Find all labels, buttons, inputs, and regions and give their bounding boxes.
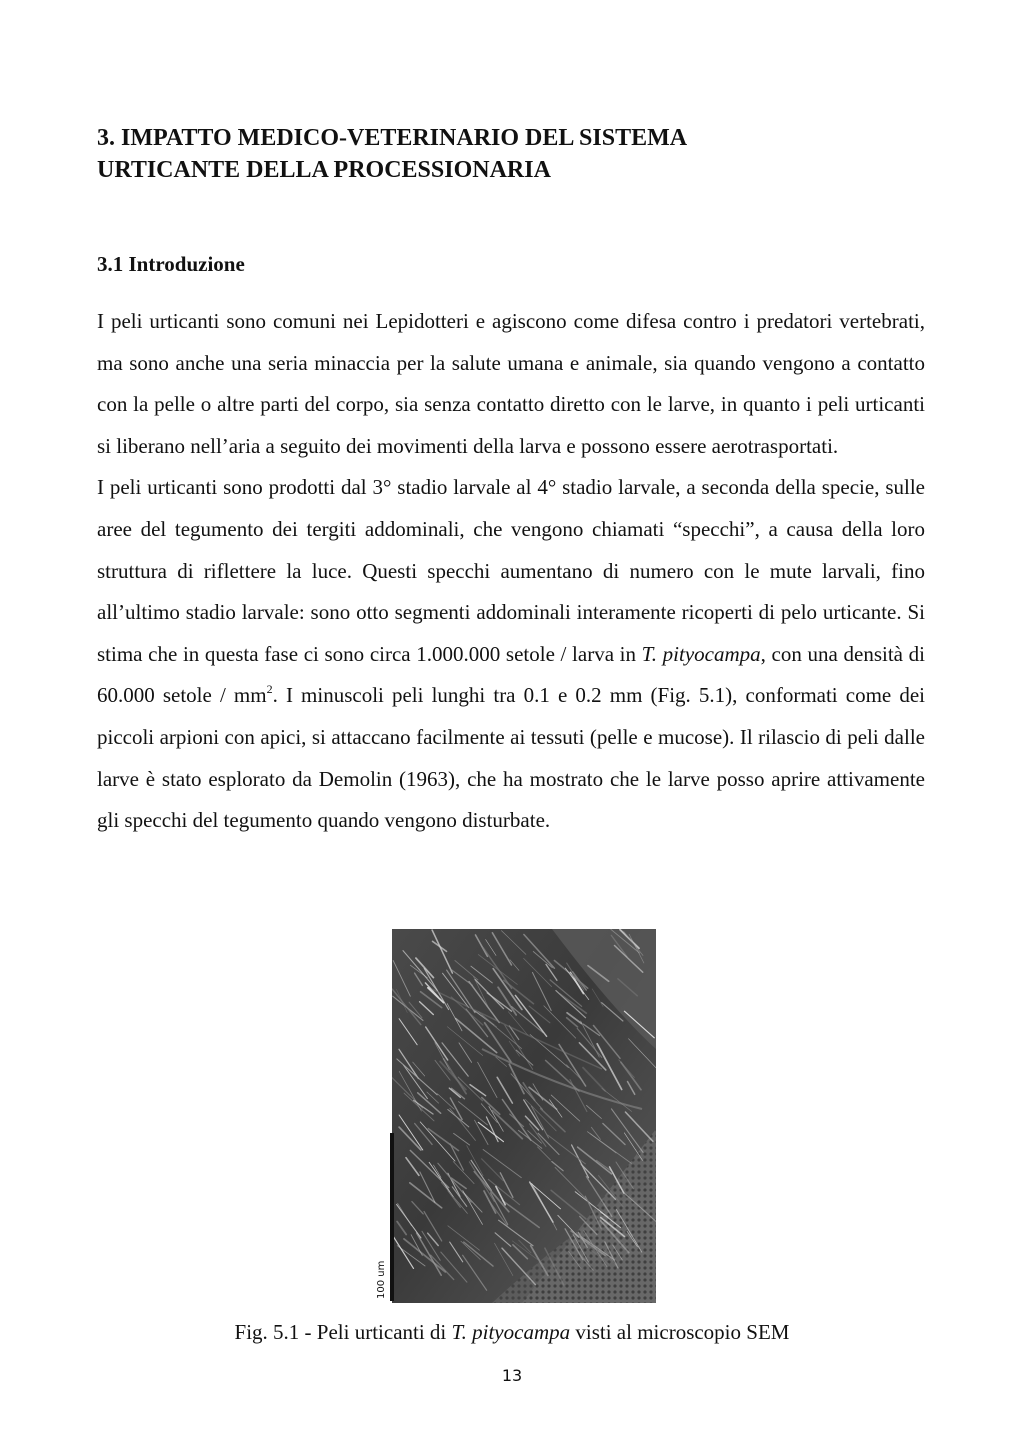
chapter-title-line-2: URTICANTE DELLA PROCESSIONARIA <box>97 157 551 183</box>
scale-bar <box>390 1133 394 1301</box>
paragraph-2 <box>97 467 925 841</box>
section-heading: 3.1 Introduzione <box>97 252 245 276</box>
body-text <box>97 301 925 842</box>
chapter-title <box>97 122 927 186</box>
paragraph-1: I peli urticanti sono comuni nei Lepidotteri e agiscono come difesa contro i predatori vertebrati, ma sono anche una seria minaccia per la salute umana e animale, sia quando vengono a contatto con la pelle o altre parti del corpo, sia senza contatto diretto con le larve, in quanto i peli urticanti si liberano nell’aria a seguito dei movimenti della larva e possono essere aerotrasportati. <box>97 309 925 458</box>
chapter-title-line-1: 3. IMPATTO MEDICO-VETERINARIO DEL SISTEMA <box>97 125 688 151</box>
paragraph-2-text-c: . I minuscoli peli lunghi tra 0.1 e 0.2 mm (Fig. 5.1), conformati come dei piccoli arpioni con apici, si attaccano facilmente ai tessuti (pelle e mucose). Il rilascio di peli dalle larve è stato esplorato da Demolin (1963), che ha mostrato che le larve posso aprire attivamente gli specchi del tegumento quando vengono disturbate. <box>97 683 925 833</box>
species-name: T. pityocampa <box>641 641 761 666</box>
sem-micrograph-figure <box>372 929 656 1303</box>
paragraph-2-text-b: , con una densità di 60.000 setole / mm <box>97 641 925 708</box>
superscript-2: 2 <box>266 682 273 697</box>
paragraph-2-text-a: I peli urticanti sono prodotti dal 3° stadio larvale al 4° stadio larvale, a seconda della specie, sulle aree del tegumento dei tergiti addominali, che vengono chiamati “specchi”, a causa della loro struttura di riflettere la luce. Questi specchi aumentano di numero con le mute larvali, fino all’ultimo stadio larvale: sono otto segmenti addominali interamente ricoperti di pelo urticante. Si stima che in questa fase ci sono circa 1.000.000 setole / larva in <box>97 475 925 666</box>
figure-caption <box>0 1318 1024 1346</box>
page-number: 13 <box>501 1366 523 1385</box>
caption-species: T. pityocampa <box>451 1320 571 1344</box>
caption-prefix: Fig. 5.1 - Peli urticanti di <box>234 1320 452 1344</box>
caption-suffix: visti al microscopio SEM <box>570 1320 790 1344</box>
sem-micrograph-image <box>372 929 656 1303</box>
scale-label: 100 um <box>376 1260 387 1299</box>
